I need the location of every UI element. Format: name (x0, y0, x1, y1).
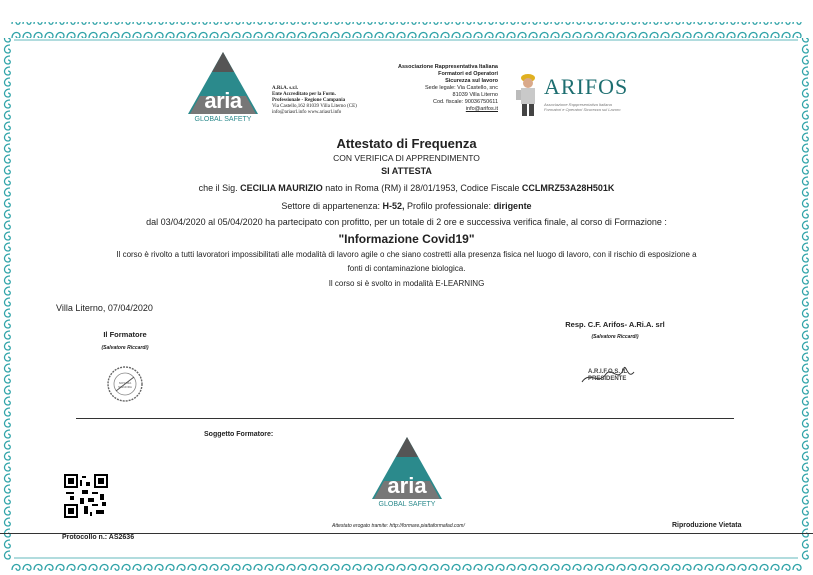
aria-info-line2: Ente Accreditato per la Form. (272, 92, 336, 97)
aria-info-line4: Via Castello,162 81039 Villa Literno (CE) (272, 104, 357, 109)
period-line: dal 03/04/2020 al 05/04/2020 ha partecipato con profitto, per un totale di 2 ore e successiva verifica finale, al corso di Formazione : (146, 217, 667, 227)
qr-code[interactable] (64, 474, 108, 518)
sector-line (40, 201, 773, 211)
aria-info-line1: A.Ri.A. s.r.l. (272, 86, 299, 91)
association-line4: Sede legale: Via Castello, snc (425, 85, 498, 91)
association-line1: Associazione Rappresentativa Italiana (398, 64, 498, 70)
arifos-sub2: Formatori e Operatori Sicurezza sul Lavoro (544, 107, 621, 112)
aria-info (272, 86, 392, 116)
formatore-name: (Salvatore Riccardi) (101, 345, 149, 351)
holder-mid: nato in Roma (RM) il 28/01/1953, Codice Fiscale (322, 183, 522, 193)
holder-name: CECILIA MAURIZIO (240, 183, 323, 193)
course-mode: Il corso si è svolto in modalità E-LEARNING (328, 279, 485, 288)
aria-logo (186, 50, 260, 128)
aria-info-line5: info@ariasrl.info www.ariasrl.info (272, 110, 342, 115)
seal-text: NOSTRA SIGNORA (118, 381, 132, 389)
association-line2: Formatori ed Operatori (438, 71, 498, 77)
aria-brand-bottom: aria (387, 473, 427, 498)
footer-url-note: Attestato erogato tramite: http://formare.piattaformafad.com/ (332, 523, 465, 529)
arifos-logo (544, 74, 634, 112)
stamp-text: A.R.I.F.O.S. IL PRESIDENTE (588, 369, 627, 382)
association-line3: Sicurezza sul lavoro (445, 78, 498, 84)
association-line5: 81039 Villa Literno (452, 92, 498, 98)
profile-value: dirigente (493, 201, 532, 211)
riproduzione-vietata: Riproduzione Vietata (672, 522, 742, 529)
aria-info-line3: Professionale - Regione Campania (272, 98, 346, 103)
course-desc1: Il corso è rivolto a tutti lavoratori impossibilitati alle modalità di lavoro agile o che siano costretti alla presenza fisica nel luogo di lavoro, con il rischio di esposizione a (116, 250, 697, 259)
separator-line (76, 418, 734, 419)
seal-stamp (106, 365, 144, 403)
certificate-title: Attestato di Frequenza (336, 136, 477, 151)
soggetto-formatore: Soggetto Formatore: (204, 431, 274, 438)
course-title: "Informazione Covid19" (338, 232, 475, 246)
resp-title: Resp. C.F. Arifos- A.Ri.A. srl (565, 320, 665, 329)
holder-pre: che il Sig. (198, 183, 241, 193)
aria-tagline-bottom: GLOBAL SAFETY (378, 501, 436, 508)
arifos-sub1: Associazione Rappresentativa Italiana (544, 102, 612, 107)
association-email[interactable]: info@arifos.it (465, 106, 498, 112)
worker-figure-icon (512, 72, 544, 118)
aria-tagline: GLOBAL SAFETY (194, 116, 252, 123)
certificate-subtitle: CON VERIFICA DI APPRENDIMENTO (333, 153, 480, 163)
sector-value: H-52, (382, 201, 405, 211)
association-info (380, 64, 498, 113)
signature (578, 360, 658, 390)
course-desc2: fonti di contaminazione biologica. (347, 264, 466, 273)
arifos-brand: ARIFOS (544, 74, 629, 99)
protocollo: Protocollo n.: AS2636 (62, 534, 135, 541)
holder-codice: CCLMRZ53A28H501K (521, 183, 615, 193)
footer-line (0, 533, 813, 534)
certificate-attests: SI ATTESTA (381, 166, 432, 176)
profile-pre: Profilo professionale: (404, 201, 494, 211)
resp-name: (Salvatore Riccardi) (591, 334, 639, 340)
formatore-title: Il Formatore (103, 330, 147, 339)
aria-brand: aria (204, 88, 242, 113)
aria-logo-bottom (370, 435, 444, 513)
place-date: Villa Literno, 07/04/2020 (56, 303, 153, 313)
holder-line (40, 183, 773, 193)
association-line6: Cod. fiscale: 90036750611 (432, 99, 498, 105)
sector-pre: Settore di appartenenza: (281, 201, 383, 211)
